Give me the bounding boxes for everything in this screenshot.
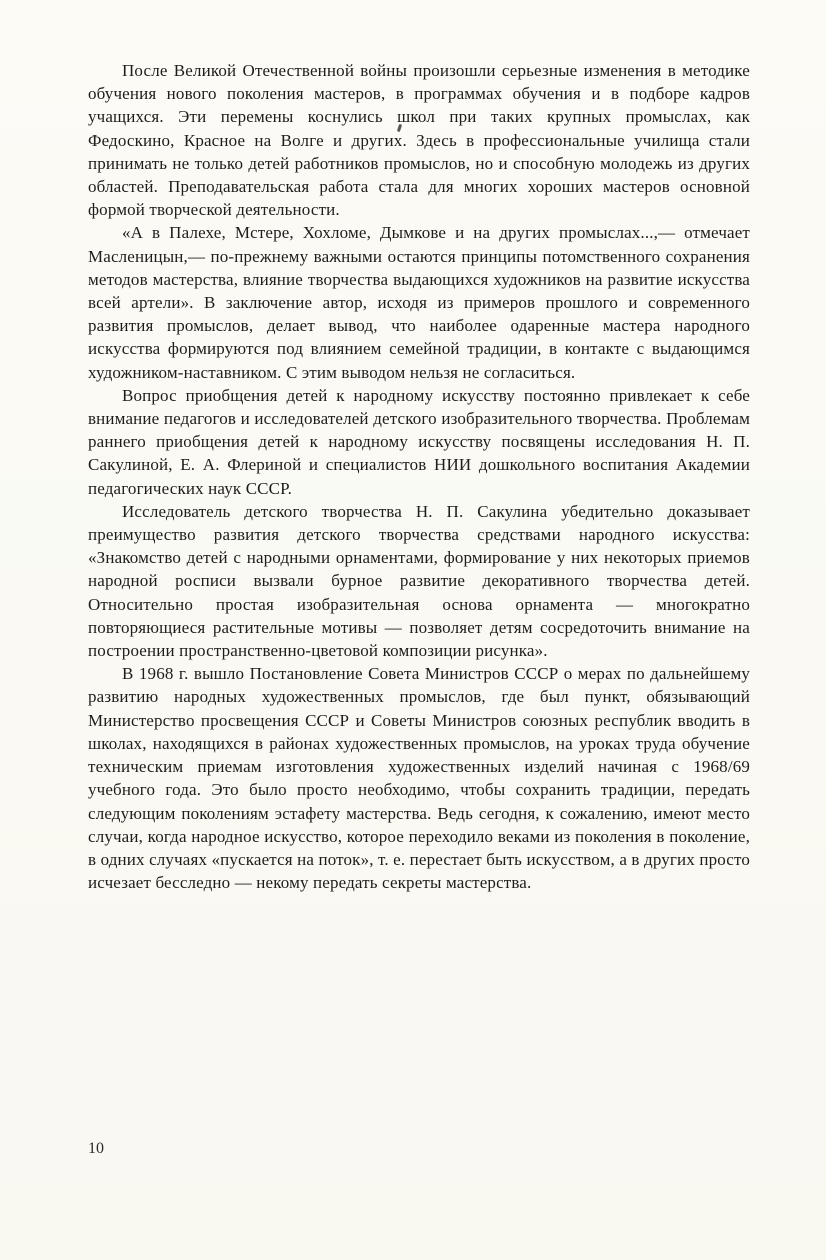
- page-text-block: [88, 59, 750, 894]
- page-number: 10: [88, 1140, 104, 1157]
- paragraph: «А в Палехе, Мстере, Хохломе, Дымкове и на других промыслах...,— отмечает Масленицын,— по-прежнему важными остаются принципы потомственного сохранения методов мастерства, влияние творчества выдающихся художников на развитие искусства всей артели». В заключение автор, исходя из примеров прошлого и современного развития промыслов, делает вывод, что наиболее одаренные мастера народного искусства формируются под влиянием семейной традиции, в контакте с выдающимся художником-наставником. С этим выводом нельзя не согласиться.: [88, 223, 750, 382]
- paragraph: После Великой Отечественной войны произошли серьезные изменения в методике обучения нового поколения мастеров, в программах обучения и в подборе кадров учащихся. Эти перемены коснулись школ при таких крупных промыслах, как Федоскино, Красное на Волге и других. Здесь в профессиональные училища стали принимать не только детей работников промыслов, но и способную молодежь из других областей. Преподавательская работа стала для многих хороших мастеров основной формой творческой деятельности.: [88, 61, 750, 220]
- paragraph: В 1968 г. вышло Постановление Совета Министров СССР о мерах по дальнейшему развитию народных художественных промыслов, где был пункт, обязывающий Министерство просвещения СССР и Советы Министров союзных республик вводить в школах, находящихся в районах художественных промыслов, на уроках труда обучение техническим приемам изготовления художественных изделий начиная с 1968/69 учебного года. Это было просто необходимо, чтобы сохранить традиции, передать следующим поколениям эстафету мастерства. Ведь сегодня, к сожалению, имеют место случаи, когда народное искусство, которое переходило веками из поколения в поколение, в одних случаях «пускается на поток», т. е. перестает быть искусством, а в других просто исчезает бесследно — некому передать секреты мастерства.: [88, 664, 750, 893]
- paragraph: Вопрос приобщения детей к народному искусству постоянно привлекает к себе внимание педагогов и исследователей детского изобразительного творчества. Проблемам раннего приобщения детей к народному искусству посвящены исследования Н. П. Сакулиной, Е. А. Флериной и специалистов НИИ дошкольного воспитания Академии педагогических наук СССР.: [88, 385, 750, 498]
- paragraph: Исследователь детского творчества Н. П. Сакулина убедительно доказывает преимущество развития детского творчества средствами народного искусства: «Знакомство детей с народными орнаментами, формирование у них некоторых приемов народной росписи вызвали бурное развитие декоративного творчества детей. Относительно простая изобразительная основа орнамента — многократно повторяющиеся растительные мотивы — позволяет детям сосредоточить внимание на построении пространственно-цветовой композиции рисунка».: [88, 501, 750, 661]
